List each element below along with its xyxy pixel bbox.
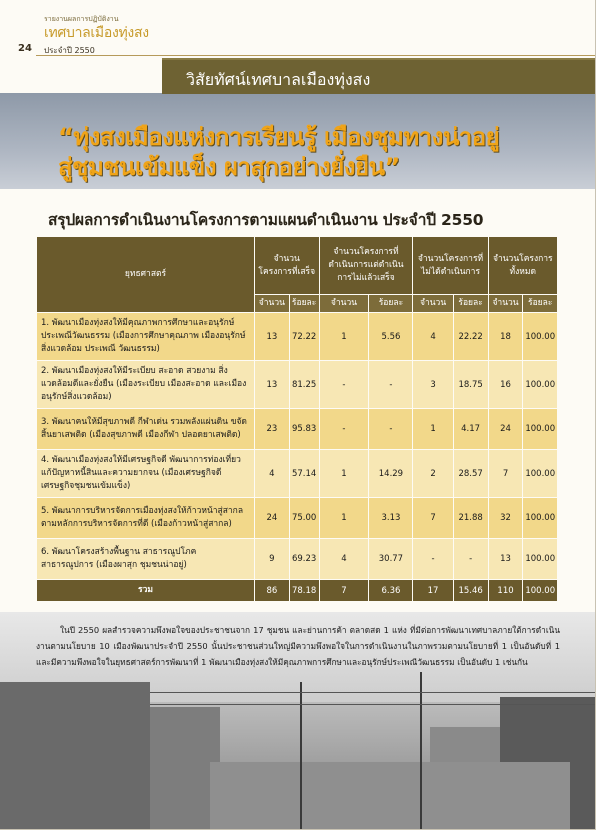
- cell-value: 4: [319, 539, 369, 580]
- cell-value: 18: [488, 313, 523, 361]
- cell-value: 14.29: [369, 450, 413, 498]
- cell-value: 22.22: [453, 313, 488, 361]
- cell-value: 57.14: [289, 450, 319, 498]
- total-row: [37, 580, 558, 602]
- strategy-cell: 4. พัฒนาเมืองทุ่งสงให้มีเศรษฐกิจดี พัฒนาการท่องเที่ยว แก้ปัญหาหนี้สินและความยากจน (เมืองเศรษฐกิจดี เศรษฐกิจชุมชนเข้มแข็ง): [37, 450, 255, 498]
- strategy-cell: 2. พัฒนาเมืองทุ่งสงให้มีระเบียบ สะอาด สวยงาม สิ่งแวดล้อมดีและยั่งยืน (เมืองระเบียบ เมืองสะอาด และเมืองอนุรักษ์สิ่งแวดล้อม): [37, 361, 255, 409]
- cell-value: 1: [413, 409, 453, 450]
- cell-value: 30.77: [369, 539, 413, 580]
- cell-value: -: [319, 409, 369, 450]
- cell-value: 1: [319, 313, 369, 361]
- strategy-cell: 6. พัฒนาโครงสร้างพื้นฐาน สาธารณูปโภค สาธารณูปการ (เมืองผาสุก ชุมชนน่าอยู่): [37, 539, 255, 580]
- slogan-line-1: “ทุ่งสงเมืองแห่งการเรียนรู้ เมืองชุมทางน่าอยู่: [58, 123, 500, 151]
- cell-value: 5.56: [369, 313, 413, 361]
- slogan-line-2: สู่ชุมชนเข้มแข็ง ผาสุกอย่างยั่งยืน”: [58, 153, 400, 181]
- cell-value: 2: [413, 450, 453, 498]
- sub-percent: ร้อยละ: [453, 295, 488, 313]
- section-title: สรุปผลการดำเนินงานโครงการตามแผนดำเนินงาน ประจำปี 2550: [48, 211, 484, 229]
- cell-value: 7: [413, 498, 453, 539]
- cell-value: 6.36: [369, 580, 413, 602]
- summary-paragraph: ในปี 2550 ผลสำรวจความพึงพอใจของประชาชนจาก 17 ชุมชน และย่านการค้า ตลาดสด 1 แห่ง ที่มีต่อการพัฒนาเทศบาลภายใต้การดำเนินงานตามนโยบาย 10 เมืองพัฒนาประจำปี 2550 นั้นประชาชนส่วนใหญ่มีความพึงพอใจในการดำเนินงานในภาพรวมตามนโยบายที่ 1 เป็นอันดับที่ 1 และมีความพึงพอใจในยุทธศาสตร์การพัฒนาที่ 1 พัฒนาเมืองทุ่งสงให้มีคุณภาพการศึกษาและอนุรักษ์ประเพณีวัฒนธรรม เป็นอันดับ 1 เช่นกัน: [36, 625, 560, 667]
- sub-count: จำนวน: [319, 295, 369, 313]
- header-not-started: จำนวนโครงการที่ไม่ได้ดำเนินการ: [413, 237, 488, 295]
- cell-value: 4: [413, 313, 453, 361]
- table-row: [37, 498, 558, 539]
- cell-value: 3.13: [369, 498, 413, 539]
- cell-value: 95.83: [289, 409, 319, 450]
- strategy-cell: 3. พัฒนาคนให้มีสุขภาพดี กีฬาเด่น รวมพลังแผ่นดิน ขจัดสิ้นยาเสพติด (เมืองสุขภาพดี เมืองกีฬา ปลอดยาเสพติด): [37, 409, 255, 450]
- total-label: รวม: [37, 580, 255, 602]
- cell-value: 72.22: [289, 313, 319, 361]
- cell-value: -: [453, 539, 488, 580]
- cell-value: 100.00: [523, 361, 558, 409]
- cell-value: 18.75: [453, 361, 488, 409]
- cell-value: 9: [255, 539, 290, 580]
- table-row: [37, 539, 558, 580]
- header-completed: จำนวนโครงการที่เสร็จ: [255, 237, 320, 295]
- summary-table: [36, 236, 558, 602]
- cell-value: 100.00: [523, 498, 558, 539]
- header-title: เทศบาลเมืองทุ่งสง: [44, 25, 149, 41]
- cell-value: 32: [488, 498, 523, 539]
- cell-value: -: [369, 361, 413, 409]
- sub-percent: ร้อยละ: [289, 295, 319, 313]
- cell-value: 4.17: [453, 409, 488, 450]
- cell-value: 81.25: [289, 361, 319, 409]
- cell-value: 7: [488, 450, 523, 498]
- strategy-cell: 5. พัฒนาการบริหารจัดการเมืองทุ่งสงให้ก้าวหน้าสู่สากล ตามหลักการบริหารจัดการที่ดี (เมืองก้าวหน้าสู่สากล): [37, 498, 255, 539]
- cell-value: 13: [488, 539, 523, 580]
- cell-value: -: [413, 539, 453, 580]
- photo-road: [210, 762, 570, 830]
- header-total-projects: จำนวนโครงการทั้งหมด: [488, 237, 557, 295]
- table-row: [37, 361, 558, 409]
- cell-value: 15.46: [453, 580, 488, 602]
- cell-value: 110: [488, 580, 523, 602]
- sub-count: จำนวน: [255, 295, 290, 313]
- cell-value: 69.23: [289, 539, 319, 580]
- header-strategy: ยุทธศาสตร์: [37, 237, 255, 313]
- photo-building: [0, 682, 150, 830]
- sub-count: จำนวน: [413, 295, 453, 313]
- cell-value: 86: [255, 580, 290, 602]
- cell-value: 100.00: [523, 580, 558, 602]
- table-row: [37, 409, 558, 450]
- cell-value: 1: [319, 450, 369, 498]
- cell-value: 13: [255, 313, 290, 361]
- cell-value: 28.57: [453, 450, 488, 498]
- vision-banner-title: วิสัยทัศน์เทศบาลเมืองทุ่งสง: [186, 70, 371, 89]
- cell-value: 24: [255, 498, 290, 539]
- photo-wire: [150, 692, 596, 693]
- cell-value: 21.88: [453, 498, 488, 539]
- sub-count: จำนวน: [488, 295, 523, 313]
- header-year: ประจำปี 2550: [44, 46, 95, 55]
- strategy-cell: 1. พัฒนาเมืองทุ่งสงให้มีคุณภาพการศึกษาและอนุรักษ์ประเพณีวัฒนธรรม (เมืองการศึกษาคุณภาพ เมืองอนุรักษ์ สิ่งแวดล้อม ประเพณี วัฒนธรรม): [37, 313, 255, 361]
- cell-value: 24: [488, 409, 523, 450]
- cell-value: -: [369, 409, 413, 450]
- cell-value: 7: [319, 580, 369, 602]
- sub-percent: ร้อยละ: [523, 295, 558, 313]
- cell-value: 1: [319, 498, 369, 539]
- cell-value: 100.00: [523, 450, 558, 498]
- cell-value: 3: [413, 361, 453, 409]
- cell-value: 78.18: [289, 580, 319, 602]
- cell-value: 23: [255, 409, 290, 450]
- table-row: [37, 450, 558, 498]
- cell-value: -: [319, 361, 369, 409]
- vision-banner: [162, 58, 596, 94]
- photo-wire: [150, 704, 596, 705]
- header-divider: [36, 55, 596, 56]
- cell-value: 16: [488, 361, 523, 409]
- cell-value: 100.00: [523, 409, 558, 450]
- photo-pole: [420, 672, 422, 830]
- cell-value: 17: [413, 580, 453, 602]
- cell-value: 4: [255, 450, 290, 498]
- table-row: [37, 313, 558, 361]
- header-incomplete: จำนวนโครงการที่ดำเนินการแต่ดำเนินการไม่แล้วเสร็จ: [319, 237, 413, 295]
- cell-value: 13: [255, 361, 290, 409]
- cell-value: 100.00: [523, 313, 558, 361]
- header-tag: รายงานผลการปฏิบัติงาน: [44, 15, 119, 23]
- page-number: 24: [18, 43, 32, 54]
- cell-value: 100.00: [523, 539, 558, 580]
- cell-value: 75.00: [289, 498, 319, 539]
- sub-percent: ร้อยละ: [369, 295, 413, 313]
